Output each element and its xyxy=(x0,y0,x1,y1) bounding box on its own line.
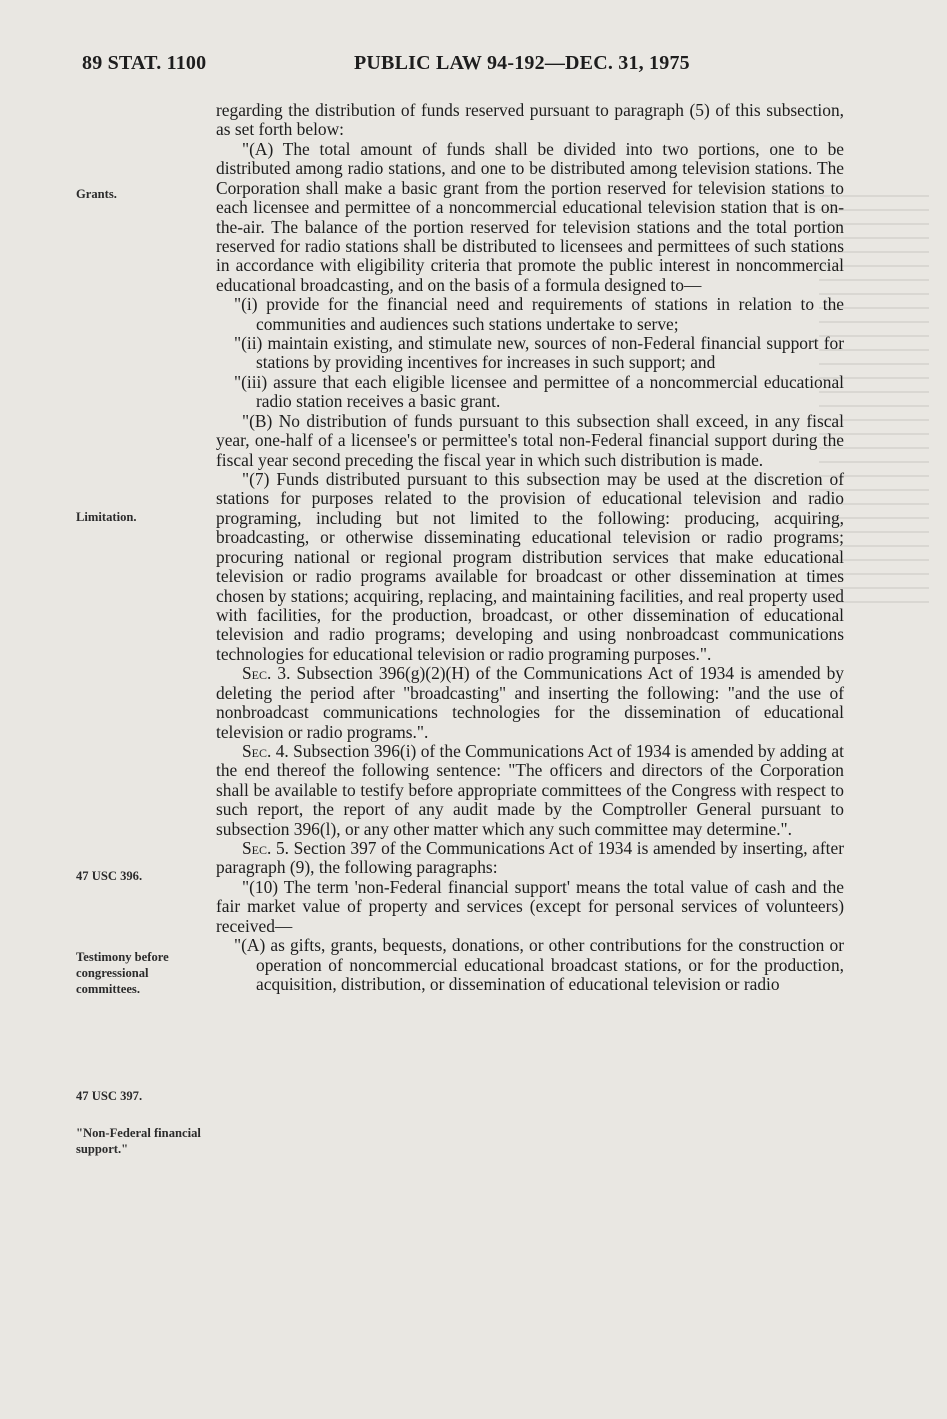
paragraph-10: "(10) The term 'non-Federal financial support' means the total value of cash and the fair market value of property and services (except for personal services of volunteers) received— xyxy=(216,876,844,936)
section-4 xyxy=(216,742,844,839)
paragraph-b: "(B) No distribution of funds pursuant to this subsection shall exceed, in any fiscal year, one-half of a licensee's or permittee's total non-Federal financial support during the fiscal year second preceding the fiscal year in which such distribution is made. xyxy=(216,410,844,470)
section-5-label: Sec. 5. xyxy=(242,838,290,859)
paragraph-intro: regarding the distribution of funds reserved pursuant to paragraph (5) of this subsection, as set forth below: xyxy=(216,100,844,140)
page-header xyxy=(82,52,852,84)
section-5 xyxy=(216,839,844,878)
paragraph-7: "(7) Funds distributed pursuant to this subsection may be used at the discretion of stations for purposes related to the provision of educational television and radio programing, including but not limited to the following: producing, acquiring, broadcasting, or otherwise disseminating educational television or radio programs; procuring national or regional program distribution services that make educational television or radio programs available for broadcast or other dissemination at times chosen by stations; acquiring, replacing, and maintaining facilities, and real property used with facilities, for the production, broadcast, or other dissemination of educational television and radio programs; developing and using nonbroadcast communications technologies for educational television or radio programing purposes.". xyxy=(216,469,844,664)
section-3-label: Sec. 3. xyxy=(242,663,291,684)
margin-note-limitation: Limitation. xyxy=(76,510,137,524)
clause-ii: "(ii) maintain existing, and stimulate new, sources of non-Federal financial support for stations by providing incentives for increases in such support; and xyxy=(234,333,844,373)
clause-a-gifts: "(A) as gifts, grants, bequests, donations, or other contributions for the construction or operation of noncommercial educational broadcast stations, or for the production, acquisition, distribution, or dissemination of educational television or radio xyxy=(234,935,844,994)
margin-note-47-usc-397: 47 USC 397. xyxy=(76,1089,143,1103)
section-3 xyxy=(216,664,844,742)
clause-i: "(i) provide for the financial need and requirements of stations in relation to the communities and audiences such stations undertake to serve; xyxy=(234,294,844,334)
clause-iii: "(iii) assure that each eligible licensee and permittee of a noncommercial educational radio station receives a basic grant. xyxy=(234,371,844,412)
section-5-text: Section 397 of the Communications Act of 1934 is amended by inserting, after paragraph (9), the following paragraphs: xyxy=(216,838,845,878)
margin-note-non-federal-support: "Non-Federal financial support." xyxy=(76,1126,201,1156)
paragraph-a: "(A) The total amount of funds shall be divided into two portions, one to be distributed among radio stations, and one to be distributed among television stations. The Corporation shall make a basic grant from the portion reserved for television stations to each licensee and permittee of a noncommercial educational television station that is on-the-air. The balance of the portion reserved for television stations and the total portion reserved for radio stations shall be distributed to licensees and permittees of such stations in accordance with eligibility criteria that promote the public interest in noncommercial educational broadcasting, and on the basis of a formula designed to— xyxy=(216,138,844,295)
section-3-text: Subsection 396(g)(2)(H) of the Communications Act of 1934 is amended by deleting the period after "broadcasting" and inserting the following: "and the use of nonbroadcast communications technologies for the dissemination of educational television or radio programs.". xyxy=(216,663,844,742)
margin-note-testimony: Testimony before congressional committees. xyxy=(76,950,169,996)
margin-note-grants: Grants. xyxy=(76,187,117,201)
margin-note-47-usc-396: 47 USC 396. xyxy=(76,869,143,883)
section-4-text: Subsection 396(i) of the Communications Act of 1934 is amended by adding at the end thereof the following sentence: "The officers and directors of the Corporation shall be available to testify before appropriate committees of the Congress with respect to such report, the report of any audit made by the Comptroller General pursuant to subsection 396(l), or any other matter which any such committee may determine.". xyxy=(216,740,844,839)
statute-body xyxy=(216,101,844,994)
law-title: PUBLIC LAW 94-192—DEC. 31, 1975 xyxy=(354,52,690,74)
section-4-label: Sec. 4. xyxy=(242,740,289,761)
statute-reference: 89 STAT. 1100 xyxy=(82,52,207,74)
